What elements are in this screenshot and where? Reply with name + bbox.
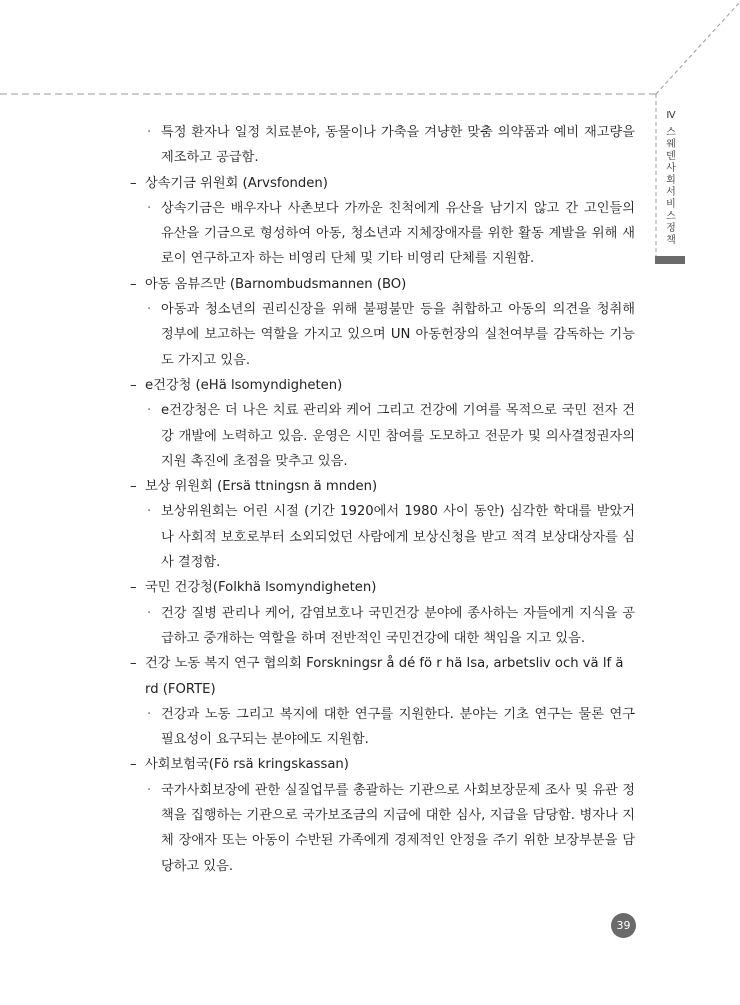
bullet-marker: · [147, 200, 152, 216]
list-item-text: 사회보험국(Fö rsä kringskassan) [145, 757, 349, 773]
list-item-heading [130, 373, 635, 398]
chapter-side-tab [656, 96, 686, 247]
document-body [130, 120, 635, 879]
list-item-detail [130, 398, 635, 474]
chapter-side-bar [655, 256, 685, 264]
list-item-heading [130, 171, 635, 196]
bullet-marker: · [147, 302, 152, 318]
list-item-text: 보상위원회는 어린 시절 (기간 1920에서 1980 사이 동안) 심각한 학대를 받았거나 사회적 보호로부터 소외되었던 사람에게 보상신청을 받고 적격 보상대상자를 심사 결정함. [161, 504, 635, 571]
bullet-marker: · [147, 782, 152, 798]
dash-marker: – [130, 580, 137, 596]
list-item-heading [130, 575, 635, 600]
list-item-text: 상속기금은 배우자나 사촌보다 가까운 친척에게 유산을 남기지 않고 간 고인들의 유산을 기금으로 형성하여 아동, 청소년과 지체장애자를 위한 활동 계발을 위해 새로이 연구하고자 하는 비영리 단체 및 기타 비영리 단체를 지원함. [161, 200, 635, 267]
list-item-text: e건강청은 더 나은 치료 관리와 케어 그리고 건강에 기여를 목적으로 국민 전자 건강 개발에 노력하고 있음. 운영은 시민 참여를 도모하고 전문가 및 의사결정권자의 지원 촉진에 초점을 맞추고 있음. [161, 403, 635, 469]
bullet-marker: · [147, 605, 152, 621]
chapter-title: 스웨덴 사회서비스 정책 [666, 127, 676, 246]
list-item-detail [130, 499, 635, 575]
bullet-marker: · [147, 125, 152, 140]
list-item-heading [130, 651, 635, 702]
list-item-heading [130, 752, 635, 777]
dash-marker: – [130, 656, 137, 672]
list-item-detail [130, 297, 635, 373]
dash-marker: – [130, 757, 137, 773]
list-item-detail [130, 120, 635, 171]
list-item-text: 건강과 노동 그리고 복지에 대한 연구를 지원한다. 분야는 기초 연구는 물론 연구 필요성이 요구되는 분야에도 지원함. [161, 706, 635, 748]
list-item-text: 건강 질병 관리나 케어, 감염보호나 국민건강 분야에 종사하는 자들에게 지식을 공급하고 중개하는 역할을 하며 전반적인 국민건강에 대한 책임을 지고 있음. [161, 605, 635, 646]
list-item-detail [130, 702, 635, 753]
list-item-detail [130, 196, 635, 272]
list-item-text: 상속기금 위원회 (Arvsfonden) [145, 175, 328, 191]
page-number: 39 [611, 913, 636, 938]
list-item-text: 특정 환자나 일정 치료분야, 동물이나 가축을 겨냥한 맞춤 의약품과 예비 재고량을 제조하고 공급함. [161, 125, 635, 166]
list-item-text: 아동과 청소년의 권리신장을 위해 불평불만 등을 취합하고 아동의 의견을 청취해 정부에 보고하는 역할을 가지고 있으며 UN 아동헌장의 실천여부를 감독하는 기능도 가지고 있음. [161, 302, 635, 368]
dash-marker: – [130, 377, 137, 393]
dash-marker: – [130, 175, 137, 191]
bullet-marker: · [147, 403, 152, 419]
chapter-number: Ⅳ [666, 110, 676, 121]
list-item-detail [130, 778, 635, 879]
dash-marker: – [130, 276, 137, 292]
list-item-heading [130, 272, 635, 297]
list-item-heading [130, 474, 635, 499]
list-item-detail [130, 601, 635, 652]
list-item-text: 국민 건강청(Folkhä lsomyndigheten) [145, 580, 377, 596]
corner-diagonal-dashed-line [656, 2, 740, 94]
list-item-text: e건강청 (eHä lsomyndigheten) [145, 377, 343, 393]
list-item-text: 보상 위원회 (Ersä ttningsn ä mnden) [145, 479, 378, 495]
list-item-text: 아동 옴뷰즈만 (Barnombudsmannen (BO) [145, 276, 407, 292]
list-item-text: 국가사회보장에 관한 실질업무를 총괄하는 기관으로 사회보장문제 조사 및 유관 정책을 집행하는 기관으로 국가보조금의 지급에 대한 심사, 지급을 담당함. 병자나 지체 장애자 또는 아동이 수반된 가족에게 경제적인 안정을 주기 위한 보장부분을 담당하고 있음. [161, 782, 635, 874]
dash-marker: – [130, 479, 137, 495]
bullet-marker: · [147, 504, 152, 520]
list-item-text: 건강 노동 복지 연구 협의회 Forskningsr å dé fö r hä lsa, arbetsliv och vä lf ä rd (FORTE) [145, 656, 624, 697]
bullet-marker: · [147, 706, 152, 722]
